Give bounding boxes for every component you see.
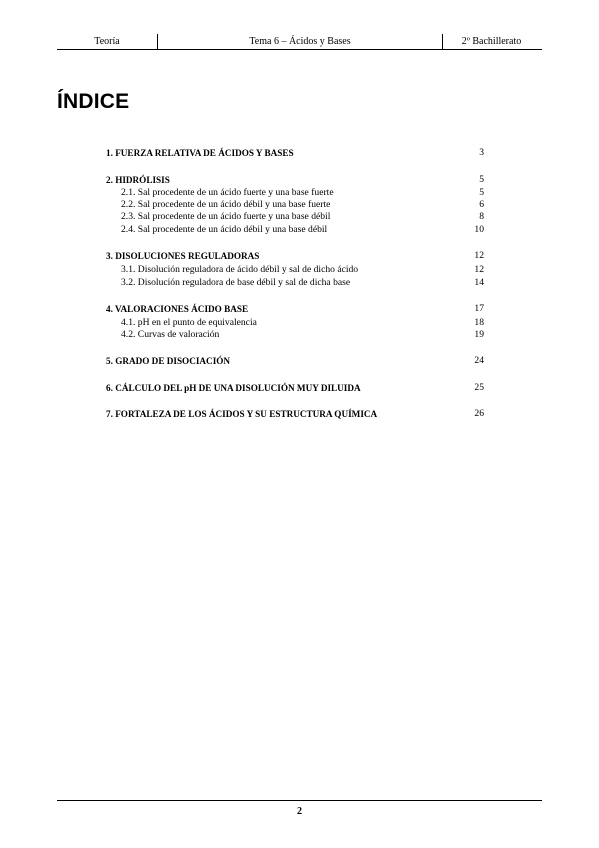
toc-entry-7[interactable]	[106, 408, 484, 420]
toc-entry-label: 1. FUERZA RELATIVA DE ÁCIDOS Y BASES	[106, 148, 294, 158]
toc-entry-page: 19	[474, 329, 484, 340]
toc-entry-page: 5	[479, 174, 484, 185]
toc-entry-page: 12	[474, 264, 484, 275]
toc-entry-page: 26	[474, 408, 484, 419]
toc-entry-5[interactable]	[106, 355, 484, 367]
toc-entry-2[interactable]	[106, 174, 484, 186]
toc-entry-page: 10	[474, 224, 484, 235]
toc-entry-page: 8	[479, 211, 484, 222]
toc-entry-1[interactable]	[106, 147, 484, 159]
toc-entry-page: 5	[479, 187, 484, 198]
toc-entry-2-1[interactable]	[106, 187, 484, 199]
toc-entry-label: 4. VALORACIONES ÁCIDO BASE	[106, 304, 249, 314]
page-number: 2	[297, 806, 302, 817]
toc-entry-3-1[interactable]	[106, 264, 484, 276]
toc-entry-page: 12	[474, 250, 484, 261]
toc-entry-page: 17	[474, 303, 484, 314]
page-header	[57, 34, 542, 50]
toc-entry-3[interactable]	[106, 250, 484, 262]
toc-entry-2-2[interactable]	[106, 199, 484, 211]
toc-entry-label: 3. DISOLUCIONES REGULADORAS	[106, 251, 260, 261]
toc-entry-label: 2.4. Sal procedente de un ácido débil y una base débil	[121, 224, 328, 235]
toc-entry-page: 24	[474, 355, 484, 366]
toc-entry-6[interactable]	[106, 382, 484, 394]
header-topic: Tema 6 – Ácidos y Bases	[157, 34, 443, 49]
toc-entry-page: 14	[474, 277, 484, 288]
toc-entry-label: 3.1. Disolución reguladora de ácido débil y sal de dicho ácido	[121, 264, 359, 275]
toc-entry-label: 4.2. Curvas de valoración	[121, 329, 220, 340]
toc-entry-label: 3.2. Disolución reguladora de base débil y sal de dicha base	[121, 277, 351, 288]
toc-entry-4[interactable]	[106, 303, 484, 315]
toc-entry-page: 3	[479, 147, 484, 158]
toc-entry-label: 7. FORTALEZA DE LOS ÁCIDOS Y SU ESTRUCTURA QUÍMICA	[106, 409, 378, 419]
header-course: 2º Bachillerato	[461, 36, 522, 47]
footer-divider	[57, 800, 542, 801]
toc-entry-label: 2.2. Sal procedente de un ácido débil y una base fuerte	[121, 199, 331, 210]
toc-entry-label: 2. HIDRÓLISIS	[106, 175, 170, 185]
toc-entry-2-3[interactable]	[106, 211, 484, 223]
toc-entry-4-1[interactable]	[106, 317, 484, 329]
toc-entry-page: 25	[474, 382, 484, 393]
toc-entry-label: 2.1. Sal procedente de un ácido fuerte y una base fuerte	[121, 187, 334, 198]
toc-entry-4-2[interactable]	[106, 329, 484, 341]
toc-entry-label: 5. GRADO DE DISOCIACIÓN	[106, 356, 231, 366]
toc-entry-page: 18	[474, 317, 484, 328]
toc-entry-3-2[interactable]	[106, 277, 484, 289]
toc-entry-label: 4.1. pH en el punto de equivalencia	[121, 317, 257, 328]
toc-entry-page: 6	[479, 199, 484, 210]
toc-entry-2-4[interactable]	[106, 224, 484, 236]
page-title: ÍNDICE	[57, 90, 130, 113]
header-subject: Teoría	[94, 36, 120, 47]
toc-entry-label: 6. CÁLCULO DEL pH DE UNA DISOLUCIÓN MUY DILUIDA	[106, 383, 361, 393]
toc-entry-label: 2.3. Sal procedente de un ácido fuerte y una base débil	[121, 211, 331, 222]
